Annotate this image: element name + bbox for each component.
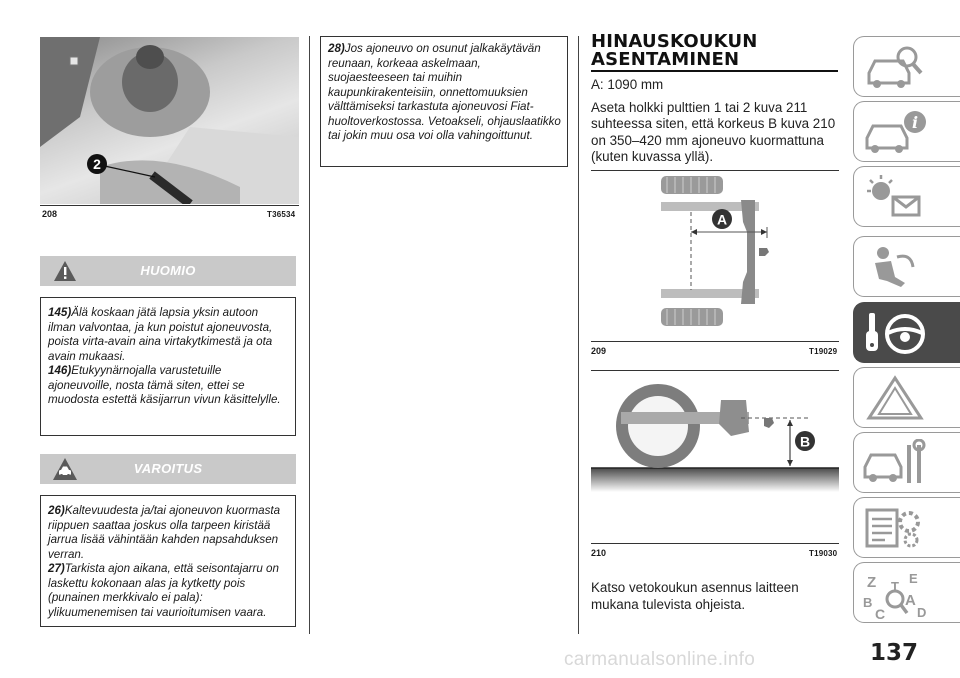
varoitus-banner	[40, 454, 296, 484]
car-info-icon	[861, 108, 931, 156]
column-divider-right	[578, 36, 579, 634]
huomio-title: HUOMIO	[140, 263, 196, 278]
figure-210-code: T19030	[809, 549, 838, 558]
tab-alphabetical-index[interactable]	[853, 562, 960, 623]
figure-209-number: 209	[591, 346, 607, 356]
column-divider-left	[309, 36, 310, 634]
hitch-height-diagram	[591, 374, 839, 539]
figure-208-rule	[40, 205, 299, 206]
figure-209-diagram	[591, 172, 839, 337]
warning-item-text: Jos ajoneuvo on osunut jalkakäytävän reunaan, korkeaa askelmaan, suojaesteeseen tai muihin kaupunkirakenteisiin, onnettomuuksien välttämiseksi tarkastuta ajoneuvosi Fiat-huoltoverkostossa. Vetoakseli, ohjauslaatikko tai jokin muu osa voi olla vahingoittunut.	[328, 42, 561, 142]
car-service-tools-icon	[861, 439, 931, 487]
axle-hitch-diagram	[591, 172, 839, 337]
note-item-text: Älä koskaan jätä lapsia yksin autoon ilman valvontaa, ja kun poistut ajoneuvosta, poista virta-avain aina virtakytkimestä ja ota avain mukaasi.	[48, 306, 273, 363]
index-letter: A	[905, 592, 916, 609]
section-heading-rule	[591, 70, 838, 72]
warning-item-number: 28)	[328, 42, 345, 55]
index-letter: C	[875, 606, 886, 621]
alphabetical-index-icon	[861, 569, 931, 621]
closing-text: Katso vetokoukun asennus laitteen mukana tulevista ohjeista.	[591, 580, 799, 612]
tab-starting-and-driving[interactable]	[853, 302, 960, 363]
figure-209-code: T19029	[809, 347, 838, 356]
index-letter: B	[863, 595, 873, 610]
tab-in-an-emergency[interactable]	[853, 367, 960, 428]
tab-know-your-car[interactable]	[853, 101, 960, 162]
index-letter: Z	[867, 574, 877, 591]
figure-209-top-rule	[591, 170, 839, 171]
technical-data-gear-icon	[861, 504, 931, 552]
index-letter: D	[917, 605, 927, 620]
figure-208-number: 208	[42, 209, 58, 219]
varoitus-title: VAROITUS	[133, 461, 203, 476]
note-item-145	[48, 306, 289, 364]
warning-item-27	[48, 562, 289, 620]
photo-callout-number: 2	[93, 156, 101, 172]
page-number: 137	[870, 640, 919, 666]
handbrake-illustration	[40, 37, 299, 204]
dimension-b-label: B	[799, 433, 811, 450]
note-item-146	[48, 364, 289, 408]
note-item-text: Etukyynärnojalla varustetuille ajoneuvoille, nosta tämä siten, ettei se muodosta estettä käsijarrun vivun käsittelylle.	[48, 364, 281, 406]
warning-item-26	[48, 504, 289, 562]
airbag-seat-icon	[861, 243, 931, 291]
section-heading-line-2: ASENTAMINEN	[591, 49, 740, 70]
warning-continued-box	[320, 36, 568, 167]
figure-210-rule	[591, 543, 839, 544]
road-warning-triangle-icon	[861, 374, 931, 422]
huomio-box	[40, 297, 296, 436]
note-item-number: 145)	[48, 306, 72, 319]
intro-text	[591, 77, 841, 172]
dimension-a-label: A	[716, 211, 728, 228]
tab-technical-data[interactable]	[853, 497, 960, 558]
tab-servicing-and-care[interactable]	[853, 432, 960, 493]
warning-item-text: Tarkista ajon aikana, että seisontajarru on laskettu kokonaan alas ja kytketty pois (punainen merkkivalo ei pala): ylikuumenemisen tai vaurioitumisen vaara.	[48, 562, 279, 619]
dimension-a-text: A: 1090 mm	[591, 77, 664, 92]
tab-vehicle-overview[interactable]	[853, 36, 960, 97]
key-steering-wheel-icon	[861, 309, 931, 357]
warning-item-text: Kaltevuudesta ja/tai ajoneuvon kuormasta riippuen saattaa joskus olla tarpeen kiristää jarrua lisää vähintään kahden napsahduksen verran.	[48, 504, 281, 561]
section-heading-line-1: HINAUSKOUKUN	[591, 31, 758, 52]
index-letter: T	[891, 579, 899, 594]
figure-208-code: T36534	[267, 210, 296, 219]
handbrake-photo	[40, 37, 299, 204]
figure-210-number: 210	[591, 548, 607, 558]
index-letter: E	[909, 571, 918, 586]
varoitus-box	[40, 495, 296, 627]
figure-210-top-rule	[591, 370, 839, 371]
instruction-paragraph: Aseta holkki pulttien 1 tai 2 kuva 211 suhteessa siten, että korkeus B kuva 210 on 350–420 mm ajoneuvo kuormattuna (kuten kuvassa yllä).	[591, 99, 836, 164]
huomio-banner	[40, 256, 296, 286]
warning-item-number: 27)	[48, 562, 65, 575]
car-search-icon	[861, 43, 931, 91]
tab-safety[interactable]	[853, 236, 960, 297]
warning-item-number: 26)	[48, 504, 65, 517]
figure-209-rule	[591, 341, 839, 342]
warning-item-28	[328, 42, 561, 144]
section-heading	[591, 33, 758, 69]
note-item-number: 146)	[48, 364, 72, 377]
watermark: carmanualsonline.info	[564, 649, 756, 670]
figure-210-diagram	[591, 374, 839, 539]
svg-text:i: i	[911, 113, 919, 132]
tab-warning-lights[interactable]	[853, 166, 960, 227]
warning-lights-icon	[861, 173, 931, 221]
